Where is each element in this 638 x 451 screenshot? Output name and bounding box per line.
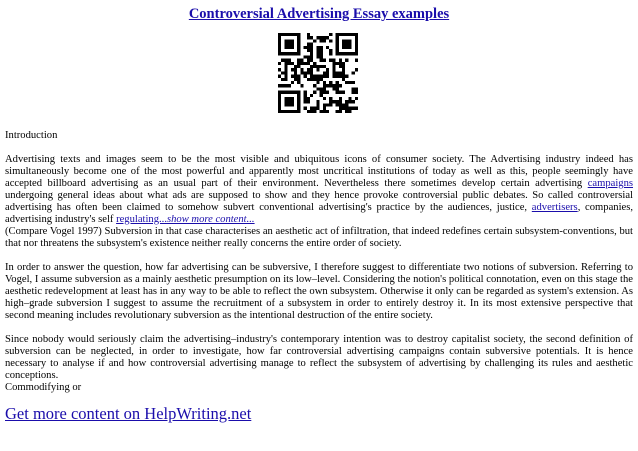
- paragraph-3: Since nobody would seriously claim the advertising–industry's contemporary intention was to destroy capitalist society, the second definition of subversion can be neglected, in order to investigate, how far controversial advertising campaigns contain subversive potentials. It is hence necessary to analyse if and how controversial advertising manage to reflect the subsystem of advertising by challenging its rules and aesthetic conceptions.: [5, 334, 633, 381]
- regulating-link[interactable]: regulating...: [116, 213, 167, 225]
- paragraph-1-text-c: , companies, advertising industry's self: [5, 201, 633, 225]
- paragraph-1-text-a: Advertising texts and images seem to be the most visible and ubiquitous icons of consumer society. The Advertising industry indeed has simultaneously become one of the most powerful and apparently most uncritical institutions of today as well as this, people seemingly have accepted billboard advertising as an usual part of their environment. Nevertheless there sometimes develop certain advertising: [5, 154, 633, 189]
- get-more-content-link[interactable]: Get more content on HelpWriting.net: [5, 404, 252, 423]
- advertisers-link[interactable]: advertisers: [531, 201, 578, 213]
- document-title-link[interactable]: Controversial Advertising Essay examples: [188, 6, 450, 22]
- qr-code: [278, 33, 358, 113]
- section-heading: Introduction: [5, 130, 58, 141]
- paragraph-1-continued: (Compare Vogel 1997) Subversion in that case characterises an aesthetic act of infiltration, that indeed redefines certain subsystem-conventions, but that nor threatens the subsystem's existence neither really concerns the entire order of society.: [5, 226, 633, 249]
- paragraph-1-text-b: undergoing general ideas about what ads are supposed to show and they hence provoke controversial public debates. So called controversial advertising has often been claimed to somehow subvert conventional advertising's practice by the audiences, justice,: [5, 189, 633, 213]
- paragraph-1: [5, 154, 633, 225]
- show-more-link[interactable]: show more content...: [166, 213, 255, 225]
- paragraph-4: Commodifying or: [5, 382, 82, 393]
- campaigns-link[interactable]: campaigns: [587, 177, 633, 189]
- paragraph-2: In order to answer the question, how far advertising can be subversive, I therefore suggest to differentiate two notions of subversion. Referring to Vogel, I assume subversion as a mainly aesthetic presumption on its low–level. Considering the notion's political connotation, even on this stage the aesthetic redevelopment at least has in any way to be able to reflect the own subsystem. Otherwise it only can be regarded as system's extension. As high–grade subversion I suggest to assume the recruitment of a subsystem in order to entirely destroy it. In its most extensive perspective that second meaning includes revolutionary subversion as the intentional destruction of the entire society.: [5, 262, 633, 321]
